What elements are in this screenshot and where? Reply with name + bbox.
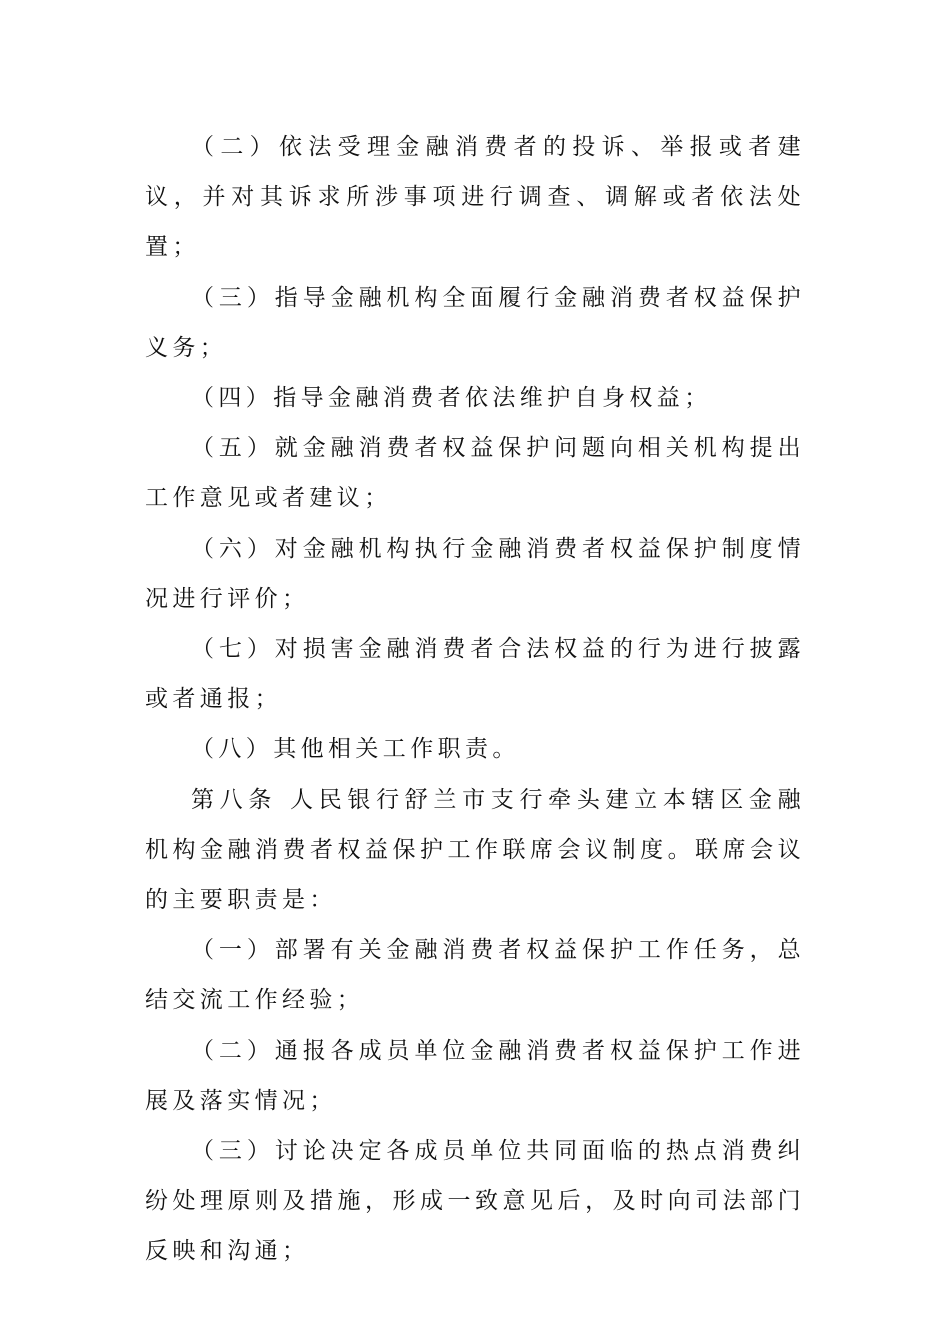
paragraph-meeting-duty-3: （三）讨论决定各成员单位共同面临的热点消费纠纷处理原则及措施，形成一致意见后，及时向司法部门反映和沟通；	[145, 1138, 805, 1265]
paragraph-article-8: 第八条 人民银行舒兰市支行牵头建立本辖区金融机构金融消费者权益保护工作联席会议制度。联席会议的主要职责是：	[145, 786, 805, 914]
paragraph-meeting-duty-1: （一）部署有关金融消费者权益保护工作任务，总结交流工作经验；	[145, 937, 805, 1014]
paragraph-duty-6: （六）对金融机构执行金融消费者权益保护制度情况进行评价；	[145, 535, 805, 612]
paragraph-duty-5: （五）就金融消费者权益保护问题向相关机构提出工作意见或者建议；	[145, 435, 805, 512]
paragraph-duty-4: （四）指导金融消费者依法维护自身权益；	[191, 385, 712, 412]
paragraph-duty-2: （二）依法受理金融消费者的投诉、举报或者建议，并对其诉求所涉事项进行调查、调解或者依法处置；	[145, 134, 805, 261]
paragraph-meeting-duty-2: （二）通报各成员单位金融消费者权益保护工作进展及落实情况；	[145, 1037, 805, 1114]
paragraph-duty-3: （三）指导金融机构全面履行金融消费者权益保护义务；	[145, 284, 805, 361]
paragraph-duty-7: （七）对损害金融消费者合法权益的行为进行披露或者通报；	[145, 636, 805, 713]
document-body	[145, 122, 805, 1277]
paragraph-duty-8: （八）其他相关工作职责。	[191, 736, 520, 763]
